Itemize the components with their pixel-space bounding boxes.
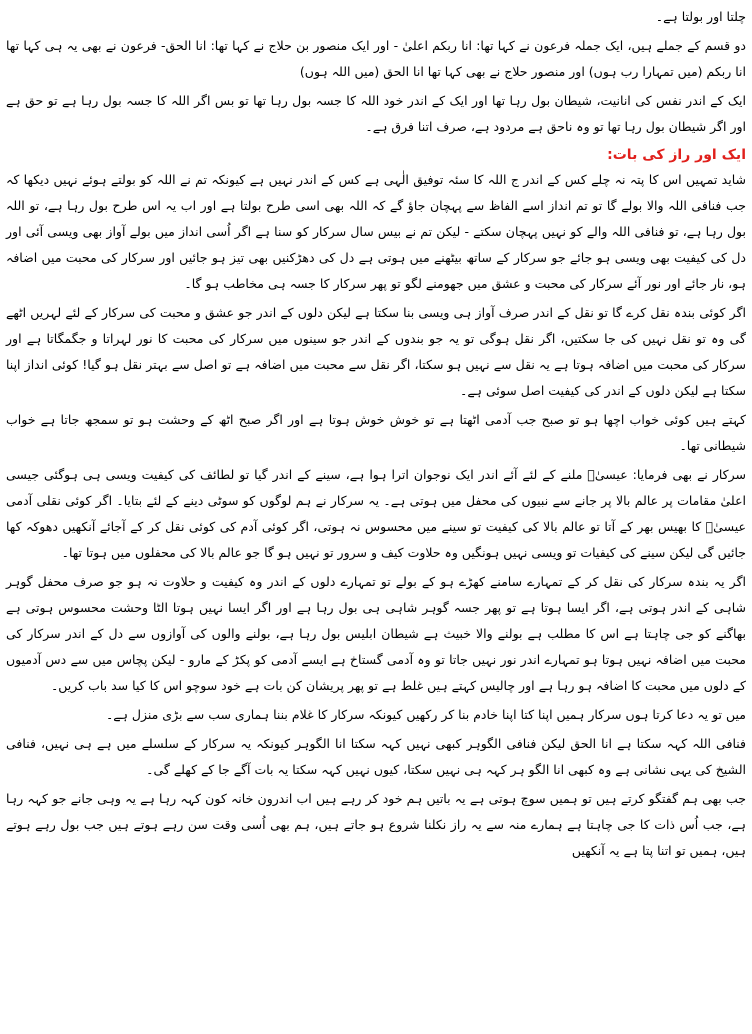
paragraph: اگر کوئی بندہ نقل کرے گا تو نقل کے اندر صرف آواز ہی ویسی بنا سکتا ہے لیکن دلوں کے اندر جو عشق و محبت کی سرکار کے لئے لہریں اٹھے گی وہ تو نقل نہیں کی جا سکتیں، اگر نقل ہوگی تو یہ جو بندوں کے اندر جو سینوں میں سرکار کی محبت کا نور لہراتا و جگمگاتا ہے اور سرکار کی محبت میں اضافہ ہوتا ہے یہ نقل سے نہیں ہو سکتا، اگر نقل سے محبت میں اضافہ ہے تو اصل سے بہتر نقل ہو گیا! کوئی انداز اپنا سکتا ہے لیکن دلوں کے اندر کی کیفیت اصل سوئی ہے۔	[6, 305, 746, 398]
section-heading: ایک اور راز کی بات:	[607, 147, 746, 163]
paragraph: میں تو یہ دعا کرتا ہوں سرکار ہمیں اپنا کتا اپنا خادم بنا کر رکھیں کیونکہ سرکار کا غلام بننا ہماری سب سے بڑی منزل ہے۔	[105, 707, 746, 722]
paragraph: چلتا اور بولتا ہے۔	[655, 9, 746, 24]
paragraph: ایک کے اندر نفس کی انانیت، شیطان بول رہا تھا اور ایک کے اندر خود اللہ کا جسہ بول رہا تھا تو بس اگر اللہ کا جسہ بول رہا ہے تو حق ہے اور اگر شیطان بول رہا تھا تو وہ ناحق ہے مردود ہے، صرف اتنا فرق ہے۔	[6, 93, 746, 134]
paragraph: سرکار نے بھی فرمایا: عیسیٰؑ ملنے کے لئے آئے اندر ایک نوجوان اترا ہوا ہے، سینے کے اندر گیا تو لطائف کی کیفیت ویسی ہی ہوگئی جیسی اعلیٰ مقامات پر عالم بالا پر جانے سے نبیوں کی محفل میں ہوتی ہے۔ یہ سرکار نے ہم لوگوں کو سوٹی دینے کے لئے بتایا۔ اگر کوئی نقلی آدمی عیسیٰؑ کا بھیس بھر کے آتا تو عالم بالا کی کیفیت تو سینے میں محسوس نہ ہوتی، اگر کوئی آدم کی کوئی نقل کر کے آجائے آنکھیں دھوکہ کھا جائیں گی لیکن سینے کی کیفیات تو ویسی نہیں ہونگیں وہ حلاوت کیف و سرور تو نہیں ہو گا جو عالم بالا کی محفلوں میں ہوتا تھا۔	[6, 467, 746, 560]
paragraph: کہتے ہیں کوئی خواب اچھا ہو تو صبح جب آدمی اٹھتا ہے تو خوش خوش ہوتا ہے اور اگر صبح اٹھ کے وحشت ہو تو سمجھ جاتا ہے خواب شیطانی تھا۔	[6, 412, 746, 453]
paragraph: اگر یہ بندہ سرکار کی نقل کر کے تمہارے سامنے کھڑے ہو کے بولے تو تمہارے دلوں کے اندر وہ کیفیت و حلاوت نہ ہو جو صرف محفل گوہر شاہی کے اندر ہوتی ہے، اگر ایسا ہوتا ہے تو پھر جسہ گوہر شاہی ہی بول رہا ہے اور اگر ایسا نہیں ہوتا الٹا وحشت محسوس ہوتی ہے بھاگنے کو جی چاہتا ہے اس کا مطلب ہے بولنے والا خبیث ہے شیطان ابلیس بول رہا ہے، بولنے والوں کی آوازوں سے دل کے اندر سرکار کی محبت میں اضافہ نہیں ہوتا ہو تمہارے اندر نور نہیں جاتا تو وہ آدمی گستاخ ہے ایسے آدمی کو پکڑ کے مارو - لیکن پچاس میں سے دس آدمیوں کے دلوں میں محبت کا اضافہ ہو رہا ہے اور چالیس کہتے ہیں غلط ہے تو پھر پریشان کن بات ہے خود سوچو اس کا کیا سد باب کریں۔	[6, 574, 746, 693]
paragraph: جب بھی ہم گفتگو کرتے ہیں تو ہمیں سوچ ہوتی ہے یہ باتیں ہم خود کر رہے ہیں اب اندرون خانہ کون کہہ رہا ہے یہ وہی جانے جو کہہ رہا ہے، جب اُس ذات کا جی چاہتا ہے ہمارے منہ سے یہ راز نکلنا شروع ہو جاتے ہیں، ہم بھی اُسی وقت سن رہے ہوتے ہیں جب بول رہے ہوتے ہیں، ہمیں تو اتنا پتا ہے یہ آنکھیں	[6, 791, 746, 858]
paragraph: شاید تمہیں اس کا پتہ نہ چلے کس کے اندر ج اللہ کا سئہ توفیق الٰہی ہے کس کے اندر نہیں ہے کیونکہ تم نے اللہ کو بولتے ہوئے نہیں دیکھا کہ جب فنافی اللہ والا بولے گا تو تم انداز اسے الفاظ سے پہچان جاؤ گے کہ اللہ بھی اسی طرح بولتا ہے اور اب یہ اس طرح بول رہا ہے، تو اللہ بول رہا ہے، تو فنافی اللہ والے کو نہیں پہچان سکتے - لیکن تم نے بیس سال سرکار کو سنا ہے اگر اُسی انداز میں بولے آواز بھی ویسی آئی اور دل کی کیفیت بھی ویسی ہو جائے جو سرکار کے ساتھ بیٹھنے میں ہوتی ہے دل کی دھڑکنیں بھی تیز ہو جائیں اور سرکار کی محبت میں اضافہ ہو، نار جائے اور نور آئے سرکار کی محبت و عشق میں جھومنے لگو تو پھر سرکار کا جسہ ہی مخاطب ہو گا۔	[6, 172, 746, 291]
paragraph: دو قسم کے جملے ہیں، ایک جملہ فرعون نے کہا تھا: انا ربکم اعلیٰ - اور ایک منصور بن حلاج نے کہا تھا: انا الحق- فرعون نے بھی یہ ہی کہا تھا انا ربکم (میں تمہارا رب ہوں) اور منصور حلاج نے بھی کہا تھا انا الحق (میں اللہ ہوں)	[6, 38, 746, 79]
paragraph: فنافی اللہ کہہ سکتا ہے انا الحق لیکن فنافی الگوہر کبھی نہیں کہہ سکتا انا الگوہر کیونکہ یہ سرکار کے سلسلے میں ہے ہی نہیں، فنافی الشیخ کی یہی نشانی ہے وہ کبھی انا الگو ہر کہہ ہی نہیں سکتا، کیوں نہیں کہہ سکتا یہ بات آگے جا کے کھلے گی۔	[6, 736, 746, 777]
